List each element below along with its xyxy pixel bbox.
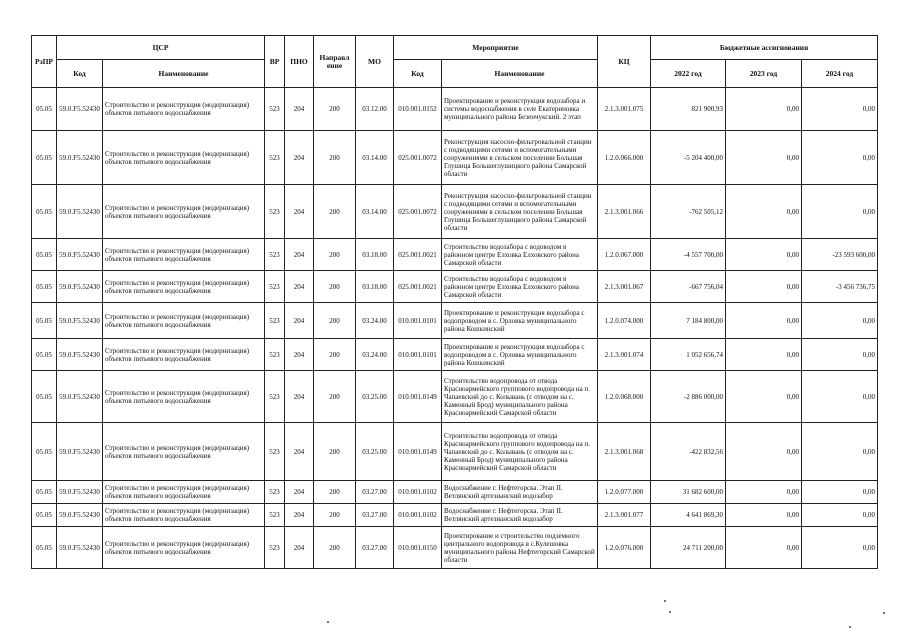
cell-event-code: 025.001.0072 — [394, 131, 442, 185]
header-mo: МО — [356, 36, 394, 88]
cell-2022: 821 900,93 — [651, 88, 726, 131]
cell-2024: 0,00 — [802, 339, 878, 371]
cell-event-name: Водоснабжение г. Нефтегорска. Этап II. Ветлянский артезианский водозабор — [442, 504, 598, 527]
cell-mo: 03.27.00 — [356, 504, 394, 527]
cell-kc: 2.1.3.001.074 — [598, 339, 651, 371]
cell-mo: 03.18.00 — [356, 271, 394, 303]
table-body — [32, 88, 878, 569]
header-2023: 2023 год — [726, 60, 802, 88]
cell-csr-code: 59.0.F5.52430 — [57, 527, 103, 569]
cell-csr-code: 59.0.F5.52430 — [57, 239, 103, 271]
cell-vr: 523 — [265, 303, 285, 339]
table-row — [32, 481, 878, 504]
cell-direction: 200 — [314, 339, 356, 371]
cell-mo: 03.25.00 — [356, 371, 394, 423]
cell-csr-name: Строительство и реконструкция (модернизация) объектов питьевого водоснабжения — [103, 504, 265, 527]
cell-2024: 0,00 — [802, 185, 878, 239]
cell-event-name: Проектирование и реконструкция водозабора с водопроводом в с. Орловка муниципального района Кошкинский — [442, 303, 598, 339]
cell-pno: 204 — [285, 371, 314, 423]
cell-direction: 200 — [314, 303, 356, 339]
cell-vr: 523 — [265, 339, 285, 371]
cell-csr-code: 59.0.F5.52430 — [57, 88, 103, 131]
cell-csr-name: Строительство и реконструкция (модернизация) объектов питьевого водоснабжения — [103, 339, 265, 371]
cell-mo: 03.27.00 — [356, 527, 394, 569]
cell-rzpr: 05.05 — [32, 131, 57, 185]
cell-event-name: Строительство водозабора с водоводом в районном центре Елховка Елховского района Самарской области — [442, 239, 598, 271]
cell-direction: 200 — [314, 239, 356, 271]
table-row — [32, 88, 878, 131]
cell-2022: -422 832,56 — [651, 423, 726, 481]
cell-event-name: Проектирование и реконструкция водозабора и системы водоснабжения в селе Екатериновка муниципального района Безенчукский. 2 этап — [442, 88, 598, 131]
cell-rzpr: 05.05 — [32, 303, 57, 339]
cell-2023: 0,00 — [726, 527, 802, 569]
cell-pno: 204 — [285, 303, 314, 339]
cell-csr-code: 59.0.F5.52430 — [57, 339, 103, 371]
cell-event-name: Строительство водопровода от отвода Красноармейского группового водопровода на п. Чапаевский до с. Колывань (с отводом на с. Каменный Брод) муниципального района Красноармейский Самарской области — [442, 371, 598, 423]
cell-vr: 523 — [265, 239, 285, 271]
header-budget: Бюджетные ассигнования — [651, 36, 878, 60]
cell-event-code: 025.001.0072 — [394, 185, 442, 239]
cell-kc: 1.2.0.074.000 — [598, 303, 651, 339]
header-direction: Направл ение — [314, 36, 356, 88]
cell-kc: 1.2.0.068.000 — [598, 371, 651, 423]
table-row — [32, 371, 878, 423]
header-csr: ЦСР — [57, 36, 265, 60]
scan-speck — [883, 612, 885, 614]
cell-2023: 0,00 — [726, 88, 802, 131]
cell-rzpr: 05.05 — [32, 371, 57, 423]
cell-event-code: 010.001.0150 — [394, 527, 442, 569]
cell-direction: 200 — [314, 481, 356, 504]
cell-2022: 7 184 800,00 — [651, 303, 726, 339]
scan-speck — [849, 626, 851, 628]
cell-csr-code: 59.0.F5.52430 — [57, 131, 103, 185]
cell-event-code: 025.001.0021 — [394, 271, 442, 303]
cell-csr-name: Строительство и реконструкция (модернизация) объектов питьевого водоснабжения — [103, 88, 265, 131]
scan-speck — [327, 621, 329, 623]
cell-vr: 523 — [265, 131, 285, 185]
cell-csr-code: 59.0.F5.52430 — [57, 423, 103, 481]
cell-2022: 31 682 600,00 — [651, 481, 726, 504]
cell-csr-name: Строительство и реконструкция (модернизация) объектов питьевого водоснабжения — [103, 271, 265, 303]
cell-event-name: Строительство водопровода от отвода Красноармейского группового водопровода на п. Чапаевский до с. Колывань (с отводом на с. Каменный Брод) муниципального района Красноармейский Самарской области — [442, 423, 598, 481]
cell-pno: 204 — [285, 239, 314, 271]
cell-vr: 523 — [265, 271, 285, 303]
cell-2023: 0,00 — [726, 131, 802, 185]
cell-kc: 1.2.0.077.000 — [598, 481, 651, 504]
cell-kc: 2.1.3.001.077 — [598, 504, 651, 527]
cell-direction: 200 — [314, 423, 356, 481]
cell-direction: 200 — [314, 527, 356, 569]
cell-2024: 0,00 — [802, 371, 878, 423]
cell-2022: -667 756,04 — [651, 271, 726, 303]
cell-event-code: 025.001.0021 — [394, 239, 442, 271]
table-row — [32, 339, 878, 371]
table-row — [32, 271, 878, 303]
cell-pno: 204 — [285, 271, 314, 303]
cell-event-code: 010.001.0152 — [394, 88, 442, 131]
header-2022: 2022 год — [651, 60, 726, 88]
cell-rzpr: 05.05 — [32, 239, 57, 271]
cell-csr-name: Строительство и реконструкция (модернизация) объектов питьевого водоснабжения — [103, 423, 265, 481]
cell-kc: 1.2.0.076.000 — [598, 527, 651, 569]
cell-vr: 523 — [265, 504, 285, 527]
cell-pno: 204 — [285, 88, 314, 131]
cell-2023: 0,00 — [726, 481, 802, 504]
cell-2024: 0,00 — [802, 481, 878, 504]
table-row — [32, 131, 878, 185]
cell-pno: 204 — [285, 131, 314, 185]
header-event-code: Код — [394, 60, 442, 88]
cell-csr-code: 59.0.F5.52430 — [57, 371, 103, 423]
cell-event-code: 010.001.0101 — [394, 339, 442, 371]
cell-2023: 0,00 — [726, 303, 802, 339]
cell-csr-name: Строительство и реконструкция (модернизация) объектов питьевого водоснабжения — [103, 527, 265, 569]
cell-2022: 1 052 656,74 — [651, 339, 726, 371]
cell-kc: 2.1.3.001.067 — [598, 271, 651, 303]
cell-rzpr: 05.05 — [32, 527, 57, 569]
cell-direction: 200 — [314, 271, 356, 303]
scan-speck — [669, 611, 671, 613]
cell-2024: 0,00 — [802, 88, 878, 131]
cell-vr: 523 — [265, 185, 285, 239]
scan-speck — [664, 600, 666, 602]
cell-mo: 03.14.00 — [356, 131, 394, 185]
cell-rzpr: 05.05 — [32, 423, 57, 481]
cell-pno: 204 — [285, 339, 314, 371]
cell-2024: 0,00 — [802, 527, 878, 569]
cell-vr: 523 — [265, 371, 285, 423]
table-row — [32, 239, 878, 271]
cell-2022: -5 204 400,00 — [651, 131, 726, 185]
cell-2023: 0,00 — [726, 504, 802, 527]
cell-event-code: 010.001.0149 — [394, 371, 442, 423]
cell-csr-name: Строительство и реконструкция (модернизация) объектов питьевого водоснабжения — [103, 185, 265, 239]
cell-mo: 03.12.00 — [356, 88, 394, 131]
cell-mo: 03.24.00 — [356, 339, 394, 371]
cell-mo: 03.24.00 — [356, 303, 394, 339]
cell-2024: 0,00 — [802, 303, 878, 339]
cell-csr-code: 59.0.F5.52430 — [57, 481, 103, 504]
header-pno: ПНО — [285, 36, 314, 88]
cell-vr: 523 — [265, 527, 285, 569]
table-row — [32, 303, 878, 339]
cell-kc: 2.1.3.001.075 — [598, 88, 651, 131]
cell-csr-name: Строительство и реконструкция (модернизация) объектов питьевого водоснабжения — [103, 481, 265, 504]
cell-2023: 0,00 — [726, 185, 802, 239]
cell-2023: 0,00 — [726, 371, 802, 423]
cell-csr-name: Строительство и реконструкция (модернизация) объектов питьевого водоснабжения — [103, 303, 265, 339]
cell-2024: 0,00 — [802, 504, 878, 527]
cell-csr-code: 59.0.F5.52430 — [57, 504, 103, 527]
cell-csr-code: 59.0.F5.52430 — [57, 271, 103, 303]
cell-event-name: Реконструкция насосно-фильтровальной станции с подводящими сетями и вспомогательными сооружениями в сельском поселении Большая Глушица Большеглушицкого района Самарской области — [442, 131, 598, 185]
cell-direction: 200 — [314, 131, 356, 185]
cell-kc: 2.1.3.001.066 — [598, 185, 651, 239]
header-rzpr: РзПР — [32, 36, 57, 88]
cell-pno: 204 — [285, 504, 314, 527]
cell-2022: 4 641 869,30 — [651, 504, 726, 527]
cell-rzpr: 05.05 — [32, 185, 57, 239]
cell-2024: 0,00 — [802, 131, 878, 185]
cell-2023: 0,00 — [726, 423, 802, 481]
cell-mo: 03.18.00 — [356, 239, 394, 271]
cell-direction: 200 — [314, 371, 356, 423]
cell-pno: 204 — [285, 481, 314, 504]
cell-2022: -2 886 000,00 — [651, 371, 726, 423]
cell-direction: 200 — [314, 504, 356, 527]
cell-2022: 24 711 200,00 — [651, 527, 726, 569]
header-event: Мероприятие — [394, 36, 598, 60]
cell-csr-name: Строительство и реконструкция (модернизация) объектов питьевого водоснабжения — [103, 371, 265, 423]
cell-csr-name: Строительство и реконструкция (модернизация) объектов питьевого водоснабжения — [103, 131, 265, 185]
cell-rzpr: 05.05 — [32, 271, 57, 303]
cell-direction: 200 — [314, 185, 356, 239]
header-csr-code: Код — [57, 60, 103, 88]
cell-mo: 03.25.00 — [356, 423, 394, 481]
cell-2023: 0,00 — [726, 271, 802, 303]
cell-rzpr: 05.05 — [32, 481, 57, 504]
header-csr-name: Наименование — [103, 60, 265, 88]
header-kc: КЦ — [598, 36, 651, 88]
table-row — [32, 504, 878, 527]
cell-2022: -762 505,12 — [651, 185, 726, 239]
cell-rzpr: 05.05 — [32, 88, 57, 131]
table-row — [32, 527, 878, 569]
header-event-name: Наименование — [442, 60, 598, 88]
cell-mo: 03.14.00 — [356, 185, 394, 239]
cell-2023: 0,00 — [726, 239, 802, 271]
cell-event-name: Строительство водозабора с водоводом в районном центре Елховка Елховского района Самарской области — [442, 271, 598, 303]
cell-pno: 204 — [285, 423, 314, 481]
cell-event-code: 010.001.0149 — [394, 423, 442, 481]
cell-event-name: Реконструкция насосно-фильтровальной станции с подводящими сетями и вспомогательными сооружениями в сельском поселении Большая Глушица Большеглушицкого района Самарской области — [442, 185, 598, 239]
cell-event-code: 010.001.0102 — [394, 504, 442, 527]
cell-2023: 0,00 — [726, 339, 802, 371]
cell-rzpr: 05.05 — [32, 504, 57, 527]
cell-kc: 1.2.0.067.000 — [598, 239, 651, 271]
cell-csr-name: Строительство и реконструкция (модернизация) объектов питьевого водоснабжения — [103, 239, 265, 271]
cell-csr-code: 59.0.F5.52430 — [57, 303, 103, 339]
cell-csr-code: 59.0.F5.52430 — [57, 185, 103, 239]
cell-mo: 03.27.00 — [356, 481, 394, 504]
cell-vr: 523 — [265, 481, 285, 504]
cell-kc: 2.1.3.001.068 — [598, 423, 651, 481]
cell-2022: -4 557 700,00 — [651, 239, 726, 271]
cell-2024: -23 593 600,00 — [802, 239, 878, 271]
cell-direction: 200 — [314, 88, 356, 131]
cell-rzpr: 05.05 — [32, 339, 57, 371]
cell-event-code: 010.001.0102 — [394, 481, 442, 504]
cell-event-name: Проектирование и строительство подземного центрального водопровода в с.Кулешовка муниципального района Нефтегорский Самарской области — [442, 527, 598, 569]
header-vr: ВР — [265, 36, 285, 88]
table-row — [32, 423, 878, 481]
cell-event-name: Водоснабжение г. Нефтегорска. Этап II. Ветлянский артезианский водозабор — [442, 481, 598, 504]
table-row — [32, 185, 878, 239]
cell-pno: 204 — [285, 185, 314, 239]
cell-2024: 0,00 — [802, 423, 878, 481]
cell-pno: 204 — [285, 527, 314, 569]
cell-event-code: 010.001.0101 — [394, 303, 442, 339]
cell-kc: 1.2.0.066.000 — [598, 131, 651, 185]
cell-event-name: Проектирование и реконструкция водозабора с водопроводом в с. Орловка муниципального района Кошкинский — [442, 339, 598, 371]
cell-vr: 523 — [265, 423, 285, 481]
budget-table — [31, 35, 878, 569]
header-2024: 2024 год — [802, 60, 878, 88]
cell-vr: 523 — [265, 88, 285, 131]
cell-2024: -3 456 736,75 — [802, 271, 878, 303]
